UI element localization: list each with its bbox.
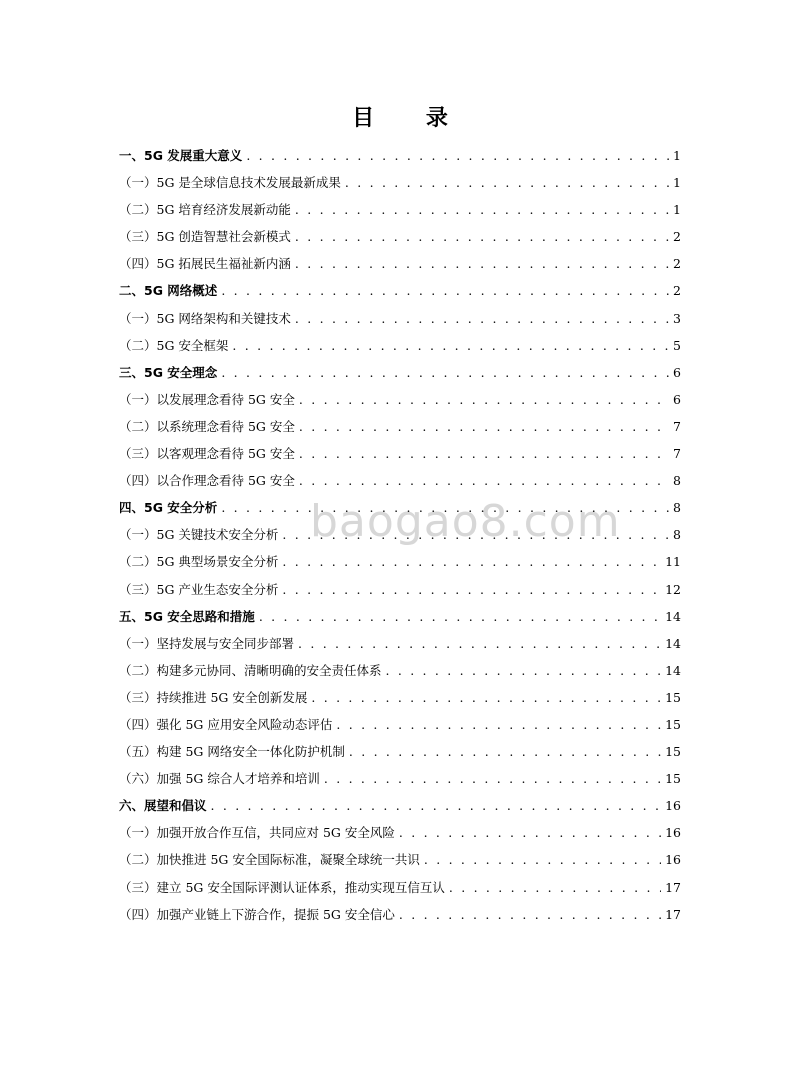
toc-entry-label: （六）加强 5G 综合人才培养和培训 — [119, 771, 320, 787]
toc-entry-label: 二、5G 网络概述 — [119, 283, 218, 299]
dot-leader — [345, 173, 669, 193]
dot-leader — [259, 607, 661, 627]
toc-section-entry[interactable] — [119, 688, 681, 715]
toc-page-number: 14 — [665, 608, 681, 624]
page-title: 目 录 — [352, 106, 470, 131]
dot-leader — [211, 796, 662, 816]
dot-leader — [349, 742, 661, 762]
toc-section-entry[interactable] — [119, 525, 681, 552]
toc-entry-label: （一）加强开放合作互信，共同应对 5G 安全风险 — [119, 825, 395, 841]
toc-entry-label: 四、5G 安全分析 — [119, 500, 218, 516]
dot-leader — [221, 498, 669, 518]
dot-leader — [311, 688, 661, 708]
toc-section-entry[interactable] — [119, 254, 681, 281]
toc-page-number: 12 — [665, 581, 681, 597]
dot-leader — [299, 390, 669, 410]
toc-page-number: 7 — [673, 446, 681, 462]
dot-leader — [449, 878, 661, 898]
toc-page-number: 15 — [665, 771, 681, 787]
dot-leader — [295, 254, 669, 274]
toc-chapter-entry[interactable] — [119, 607, 681, 634]
toc-entry-label: （三）建立 5G 安全国际评测认证体系，推动实现互信互认 — [119, 879, 445, 895]
toc-entry-label: （二）5G 安全框架 — [119, 337, 229, 353]
toc-page-number: 2 — [673, 283, 681, 299]
toc-entry-label: （一）5G 关键技术安全分析 — [119, 527, 279, 543]
toc-section-entry[interactable] — [119, 552, 681, 579]
dot-leader — [424, 850, 661, 870]
dot-leader — [232, 336, 669, 356]
dot-leader — [399, 823, 661, 843]
toc-entry-label: 三、5G 安全理念 — [119, 364, 218, 380]
dot-leader — [282, 525, 669, 545]
toc-page-number: 7 — [673, 418, 681, 434]
toc-entry-label: （二）5G 培育经济发展新动能 — [119, 202, 291, 218]
toc-entry-label: （四）加强产业链上下游合作，提振 5G 安全信心 — [119, 906, 395, 922]
dot-leader — [221, 363, 669, 383]
toc-section-entry[interactable] — [119, 742, 681, 769]
toc-page-number: 15 — [665, 689, 681, 705]
dot-leader — [246, 146, 669, 166]
toc-page-number: 17 — [665, 906, 681, 922]
dot-leader — [299, 417, 669, 437]
toc-entry-label: （二）以系统理念看待 5G 安全 — [119, 418, 295, 434]
toc-page-number: 6 — [673, 364, 681, 380]
dot-leader — [299, 471, 669, 491]
toc-entry-label: （三）5G 创造智慧社会新模式 — [119, 229, 291, 245]
toc-section-entry[interactable] — [119, 227, 681, 254]
toc-page-number: 3 — [673, 310, 681, 326]
toc-section-entry[interactable] — [119, 444, 681, 471]
dot-leader — [282, 580, 661, 600]
toc-page-number: 11 — [665, 554, 681, 570]
toc-section-entry[interactable] — [119, 850, 681, 877]
dot-leader — [299, 444, 669, 464]
toc-page-number: 15 — [665, 744, 681, 760]
toc-entry-label: （四）5G 拓展民生福祉新内涵 — [119, 256, 291, 272]
toc-entry-label: （三）以客观理念看待 5G 安全 — [119, 446, 295, 462]
toc-page-number: 15 — [665, 716, 681, 732]
dot-leader — [386, 661, 662, 681]
toc-section-entry[interactable] — [119, 634, 681, 661]
toc-page-number: 16 — [665, 852, 681, 868]
dot-leader — [298, 634, 661, 654]
toc-entry-label: （一）坚持发展与安全同步部署 — [119, 635, 295, 651]
toc-page-number: 1 — [673, 175, 681, 191]
toc-entry-label: （二）5G 典型场景安全分析 — [119, 554, 279, 570]
dot-leader — [399, 905, 661, 925]
toc-section-entry[interactable] — [119, 417, 681, 444]
toc-section-entry[interactable] — [119, 905, 681, 932]
toc-section-entry[interactable] — [119, 580, 681, 607]
toc-chapter-entry[interactable] — [119, 146, 681, 173]
toc-entry-label: （五）构建 5G 网络安全一体化防护机制 — [119, 744, 345, 760]
dot-leader — [295, 200, 669, 220]
toc-chapter-entry[interactable] — [119, 796, 681, 823]
toc-entry-label: （二）构建多元协同、清晰明确的安全责任体系 — [119, 662, 382, 678]
toc-page-number: 6 — [673, 391, 681, 407]
toc-page-number: 1 — [673, 148, 681, 163]
dot-leader — [295, 309, 669, 329]
toc-section-entry[interactable] — [119, 878, 681, 905]
dot-leader — [282, 552, 661, 572]
toc-section-entry[interactable] — [119, 390, 681, 417]
toc-chapter-entry[interactable] — [119, 363, 681, 390]
toc-entry-label: （一）5G 网络架构和关键技术 — [119, 310, 291, 326]
toc-entry-label: 五、5G 安全思路和措施 — [119, 608, 255, 624]
toc-entry-label: （三）持续推进 5G 安全创新发展 — [119, 689, 308, 705]
toc-section-entry[interactable] — [119, 173, 681, 200]
toc-section-entry[interactable] — [119, 336, 681, 363]
dot-leader — [295, 227, 669, 247]
toc-page-number: 1 — [673, 202, 681, 218]
toc-page-number: 14 — [665, 662, 681, 678]
toc-entry-label: （二）加快推进 5G 安全国际标准，凝聚全球统一共识 — [119, 852, 420, 868]
toc-page-number: 8 — [673, 527, 681, 543]
toc-page-number: 8 — [673, 473, 681, 489]
dot-leader — [221, 281, 669, 301]
toc-page-number: 16 — [665, 798, 681, 814]
dot-leader — [324, 769, 661, 789]
toc-entry-label: （四）以合作理念看待 5G 安全 — [119, 473, 295, 489]
toc-section-entry[interactable] — [119, 309, 681, 336]
toc-entry-label: （三）5G 产业生态安全分析 — [119, 581, 279, 597]
toc-page-number: 14 — [665, 635, 681, 651]
toc-section-entry[interactable] — [119, 823, 681, 850]
toc-page-number: 5 — [673, 337, 681, 353]
toc-chapter-entry[interactable] — [119, 281, 681, 308]
toc-entry-label: 六、展望和倡议 — [119, 798, 207, 814]
toc-page-number: 16 — [665, 825, 681, 841]
dot-leader — [336, 715, 661, 735]
table-of-contents — [119, 146, 681, 932]
watermark: baogao8.com — [310, 496, 621, 547]
toc-chapter-entry[interactable] — [119, 498, 681, 525]
toc-section-entry[interactable] — [119, 715, 681, 742]
toc-page-number: 2 — [673, 256, 681, 272]
toc-section-entry[interactable] — [119, 471, 681, 498]
toc-section-entry[interactable] — [119, 200, 681, 227]
toc-entry-label: （一）以发展理念看待 5G 安全 — [119, 391, 295, 407]
toc-section-entry[interactable] — [119, 769, 681, 796]
toc-page-number: 8 — [673, 500, 681, 516]
toc-section-entry[interactable] — [119, 661, 681, 688]
toc-entry-label: 一、5G 发展重大意义 — [119, 148, 243, 163]
toc-entry-label: （四）强化 5G 应用安全风险动态评估 — [119, 716, 333, 732]
toc-entry-label: （一）5G 是全球信息技术发展最新成果 — [119, 175, 341, 191]
toc-page-number: 2 — [673, 229, 681, 245]
toc-page-number: 17 — [665, 879, 681, 895]
